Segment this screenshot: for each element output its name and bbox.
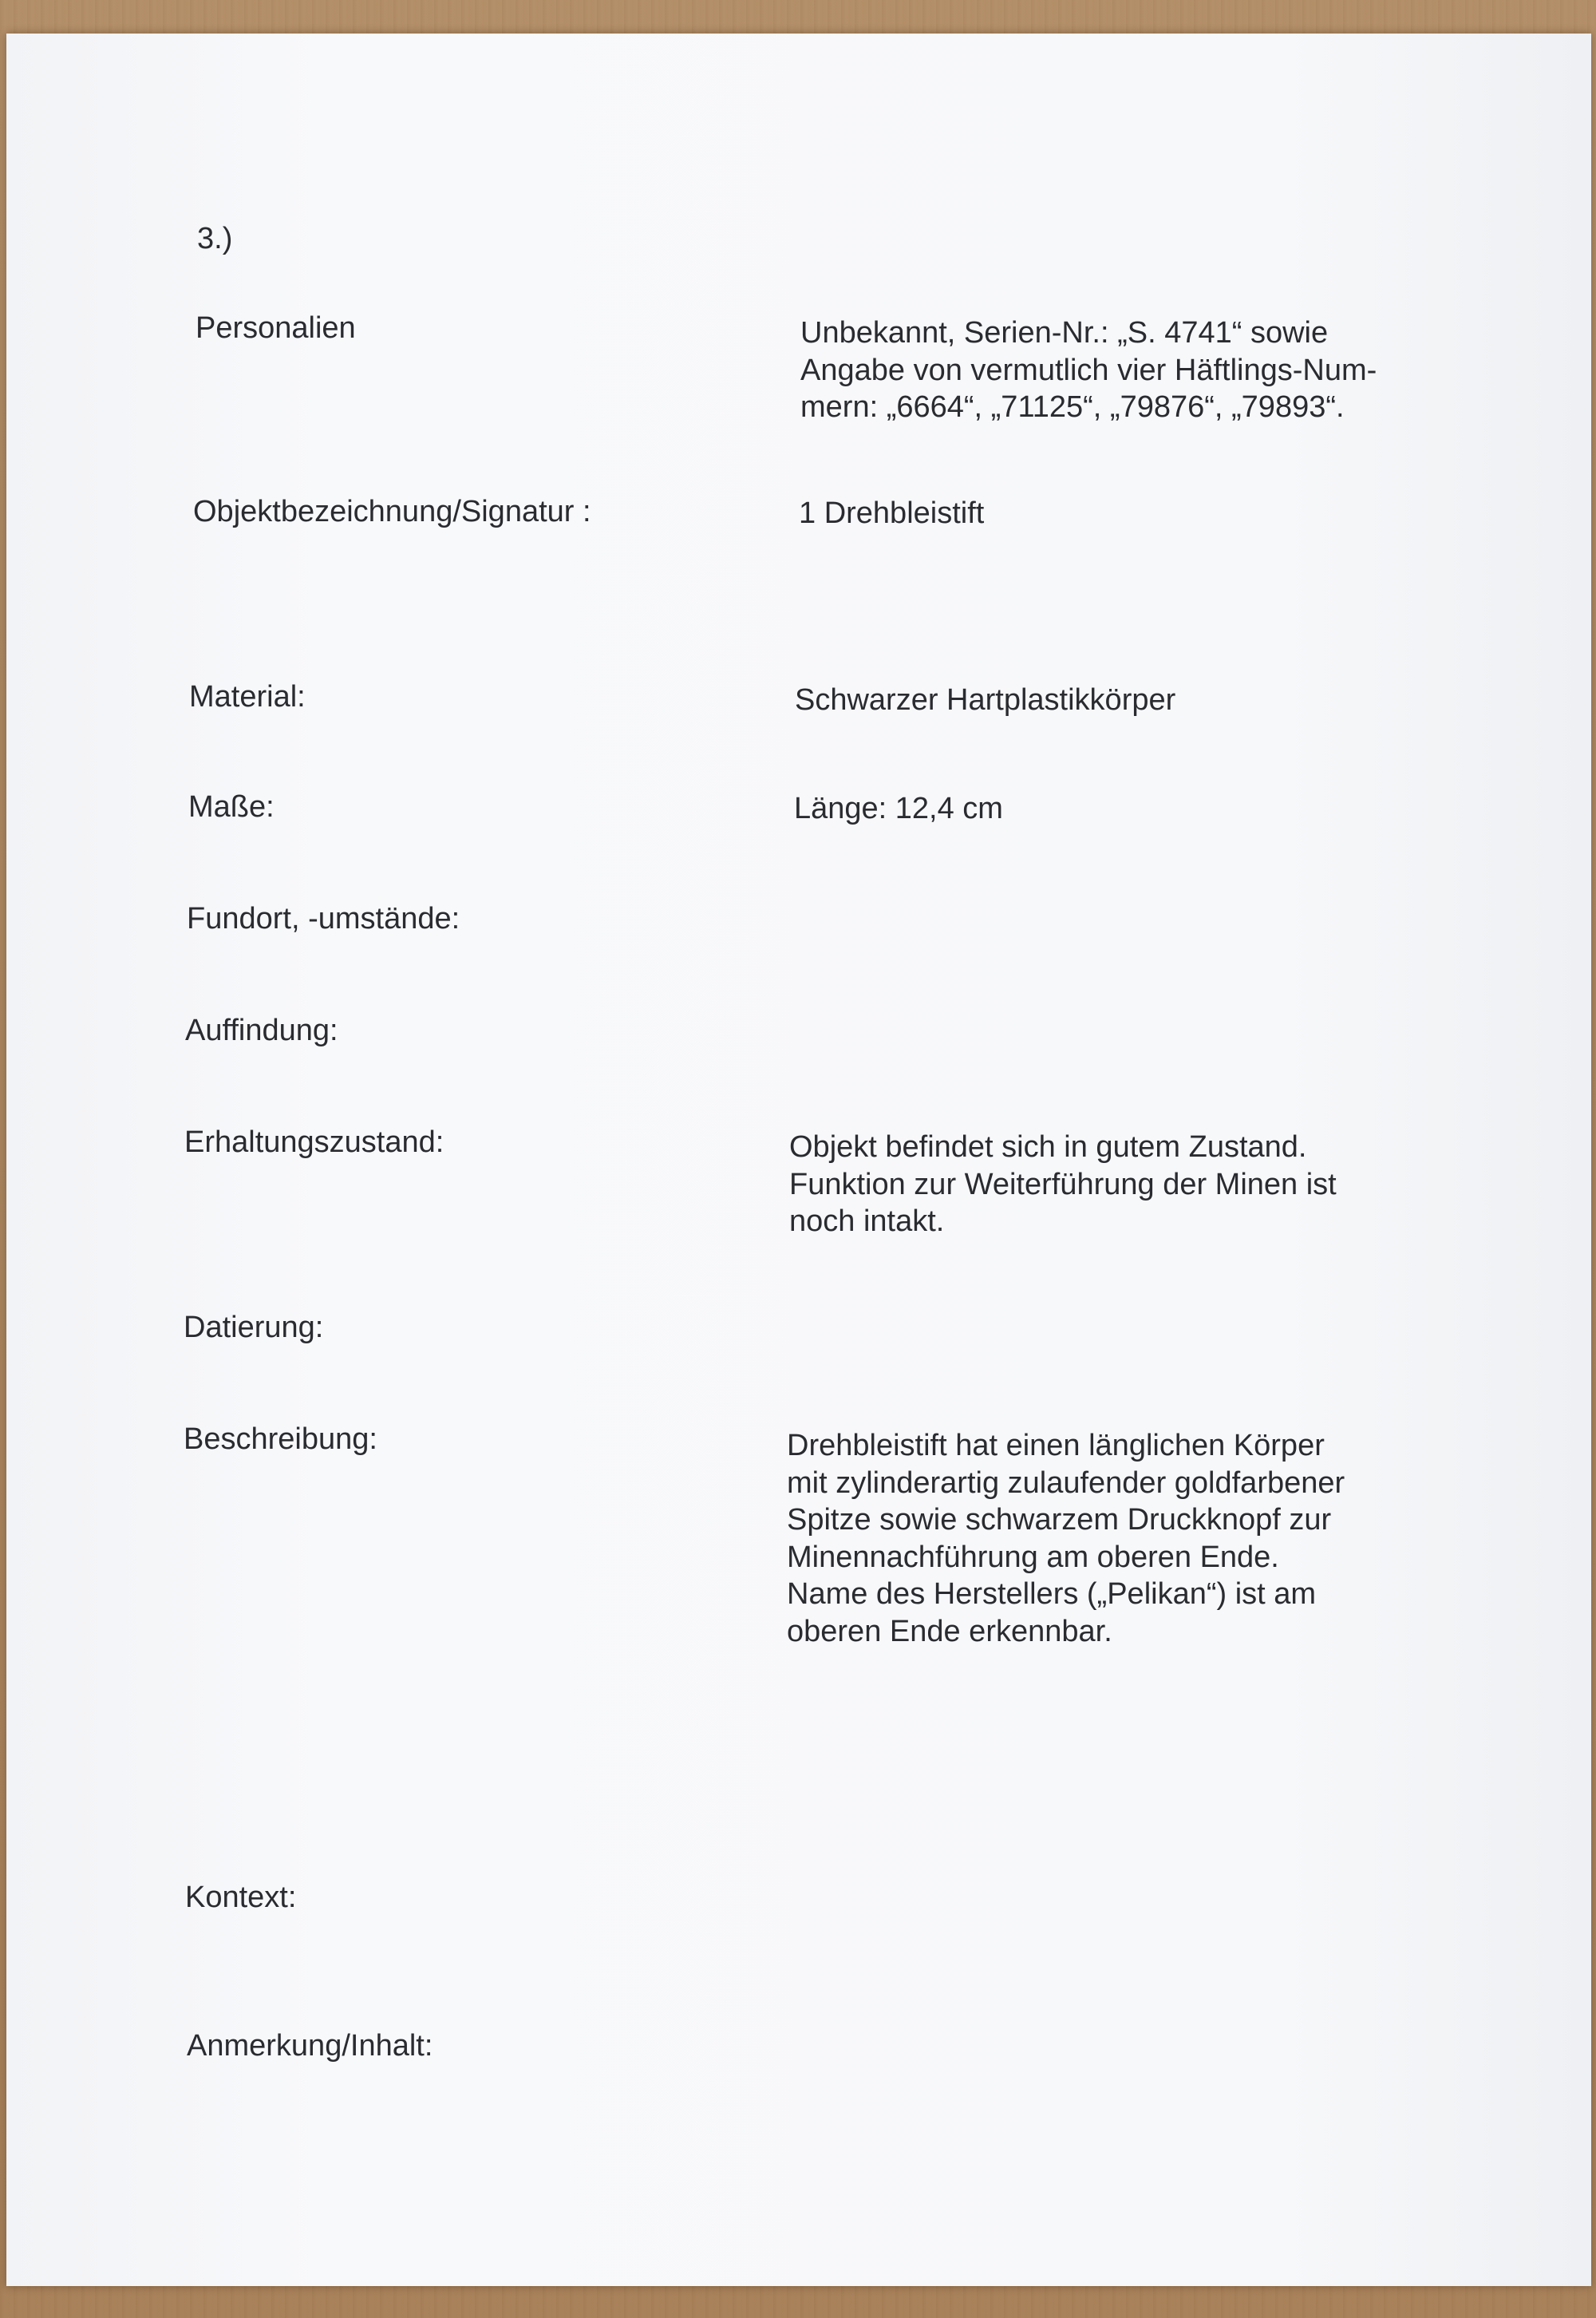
value-line: Unbekannt, Serien-Nr.: „S. 4741“ sowie (800, 316, 1329, 350)
value-objektbezeichnung: 1 Drehbleistift (799, 496, 985, 530)
label-anmerkung: Anmerkung/Inhalt: (187, 2029, 433, 2063)
value-line: noch intakt. (789, 1204, 945, 1238)
label-erhaltungszustand: Erhaltungszustand: (184, 1125, 444, 1159)
label-datierung: Datierung: (184, 1311, 324, 1344)
value-line: mit zylinderartig zulaufender goldfarbener (787, 1466, 1345, 1500)
value-line: Drehbleistift hat einen länglichen Körper (787, 1429, 1325, 1462)
value-line: Funktion zur Weiterführung der Minen ist (789, 1167, 1337, 1201)
value-beschreibung (787, 1427, 1409, 1650)
label-beschreibung: Beschreibung: (184, 1422, 377, 1456)
label-masse: Maße: (188, 790, 275, 824)
value-erhaltungszustand (789, 1129, 1412, 1240)
value-line: Spitze sowie schwarzem Druckknopf zur (787, 1503, 1332, 1537)
value-line: Name des Herstellers („Pelikan“) ist am (787, 1577, 1317, 1611)
value-personalien (800, 314, 1423, 426)
label-material: Material: (189, 680, 306, 714)
value-line: Angabe von vermutlich vier Häftlings-Num- (800, 353, 1377, 387)
value-line: oberen Ende erkennbar. (787, 1614, 1112, 1648)
value-line: Objekt befindet sich in gutem Zustand. (789, 1130, 1307, 1164)
label-objektbezeichnung: Objektbezeichnung/Signatur : (193, 495, 591, 528)
label-personalien: Personalien (196, 311, 356, 345)
value-masse: Länge: 12,4 cm (794, 792, 1003, 825)
value-line: Minennachführung am oberen Ende. (787, 1540, 1279, 1574)
document-page (6, 34, 1591, 2286)
section-number: 3.) (197, 222, 233, 255)
label-auffindung: Auffindung: (185, 1014, 338, 1047)
value-line: mern: „6664“, „71125“, „79876“, „79893“. (800, 390, 1345, 424)
label-kontext: Kontext: (185, 1881, 297, 1914)
value-material: Schwarzer Hartplastikkörper (795, 683, 1176, 717)
label-fundort: Fundort, -umstände: (187, 902, 460, 936)
